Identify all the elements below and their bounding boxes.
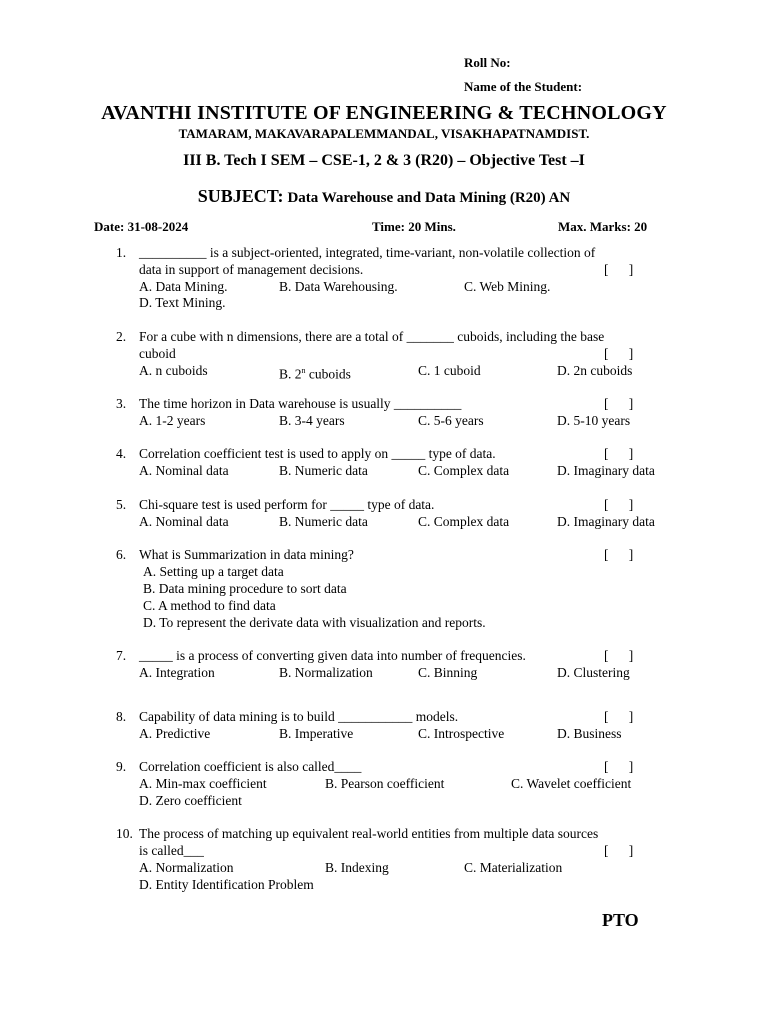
page-turn-over: PTO [602, 910, 639, 930]
answer-bracket: [ ] [604, 759, 634, 774]
question-stem: _____ is a process of converting given data into number of frequencies. [139, 648, 526, 663]
option-b-exponent: n [301, 366, 306, 375]
option-d: D. Entity Identification Problem [139, 877, 314, 892]
option-a: A. 1-2 years [139, 413, 206, 428]
option-c: C. Materialization [464, 860, 563, 875]
question-stem: What is Summarization in data mining? [139, 547, 354, 562]
question-stem: Chi-square test is used perform for _____ type of data. [139, 497, 435, 512]
answer-bracket: [ ] [604, 446, 634, 461]
question-stem: Correlation coefficient test is used to apply on _____ type of data. [139, 446, 496, 461]
option-b-base: B. 2 [279, 366, 302, 382]
answer-bracket: [ ] [604, 709, 634, 724]
institute-title: AVANTHI INSTITUTE OF ENGINEERING & TECHNOLOGY [101, 102, 667, 124]
option-d: D. Zero coefficient [139, 793, 242, 808]
question-number: 7. [116, 648, 127, 663]
option-a: A. Setting up a target data [143, 564, 284, 579]
question-stem-cont: data in support of management decisions. [139, 262, 364, 277]
option-b: B. Numeric data [279, 514, 368, 529]
answer-bracket: [ ] [604, 547, 634, 562]
option-c: C. Wavelet coefficient [511, 776, 632, 791]
question-stem: __________ is a subject-oriented, integrated, time-variant, non-volatile collection of [139, 245, 596, 260]
question-number: 3. [116, 396, 127, 411]
option-a: A. Nominal data [139, 463, 229, 478]
student-name-label: Name of the Student: [464, 79, 583, 94]
answer-bracket: [ ] [604, 262, 634, 277]
option-b: B. Indexing [325, 860, 389, 875]
option-a: A. Integration [139, 665, 215, 680]
answer-bracket: [ ] [604, 396, 634, 411]
option-c: C. Complex data [418, 514, 510, 529]
option-d: D. Business [557, 726, 622, 741]
answer-bracket: [ ] [604, 346, 634, 361]
question-number: 2. [116, 329, 127, 344]
option-d: D. 5-10 years [557, 413, 631, 428]
option-c: C. Binning [418, 665, 478, 680]
option-b: B. Imperative [279, 726, 354, 741]
question-number: 10. [116, 826, 133, 841]
option-d: D. Text Mining. [139, 295, 226, 310]
roll-no-label: Roll No: [464, 55, 511, 70]
question-number: 8. [116, 709, 127, 724]
question-number: 9. [116, 759, 127, 774]
option-c: C. 5-6 years [418, 413, 484, 428]
option-d: D. Imaginary data [557, 514, 655, 529]
option-a: A. Nominal data [139, 514, 229, 529]
question-stem-cont: cuboid [139, 346, 176, 361]
option-b: B. Data mining procedure to sort data [143, 581, 347, 596]
subject-label: SUBJECT: [197, 186, 284, 206]
question-stem: Capability of data mining is to build ___________ models. [139, 709, 459, 724]
option-a: A. Normalization [139, 860, 234, 875]
option-b [279, 363, 351, 383]
question-stem: The time horizon in Data warehouse is usually __________ [139, 396, 462, 411]
option-c: C. A method to find data [143, 598, 276, 613]
question-stem: For a cube with n dimensions, there are a total of _______ cuboids, including the base [139, 329, 605, 344]
question-number: 5. [116, 497, 127, 512]
question-number: 1. [116, 245, 127, 260]
option-d: D. To represent the derivate data with visualization and reports. [143, 615, 486, 630]
exam-title: III B. Tech I SEM – CSE-1, 2 & 3 (R20) – Objective Test –I [183, 152, 585, 169]
option-c: C. 1 cuboid [418, 363, 481, 378]
option-d: D. 2n cuboids [557, 363, 633, 378]
question-number: 6. [116, 547, 127, 562]
answer-bracket: [ ] [604, 843, 634, 858]
option-c: C. Web Mining. [464, 279, 551, 294]
option-b-tail: cuboids [305, 366, 351, 382]
option-c: C. Complex data [418, 463, 510, 478]
question-stem-cont: is called___ [139, 843, 204, 858]
answer-bracket: [ ] [604, 648, 634, 663]
subject-value: Data Warehouse and Data Mining (R20) AN [287, 190, 571, 206]
option-b: B. Numeric data [279, 463, 368, 478]
subject-line [0, 186, 768, 207]
institute-address: TAMARAM, MAKAVARAPALEMMANDAL, VISAKHAPATNAMDIST. [178, 126, 590, 141]
question-number: 4. [116, 446, 127, 461]
question-stem: Correlation coefficient is also called____ [139, 759, 362, 774]
question-stem: The process of matching up equivalent real-world entities from multiple data sources [139, 826, 599, 841]
option-b: B. Data Warehousing. [279, 279, 398, 294]
max-marks: Max. Marks: 20 [558, 219, 648, 234]
option-b: B. Normalization [279, 665, 373, 680]
option-a: A. n cuboids [139, 363, 208, 378]
option-a: A. Min-max coefficient [139, 776, 267, 791]
answer-bracket: [ ] [604, 497, 634, 512]
exam-date: Date: 31-08-2024 [94, 219, 189, 234]
option-a: A. Predictive [139, 726, 211, 741]
exam-time: Time: 20 Mins. [372, 219, 456, 234]
option-b: B. Pearson coefficient [325, 776, 445, 791]
option-d: D. Imaginary data [557, 463, 655, 478]
option-b: B. 3-4 years [279, 413, 345, 428]
option-a: A. Data Mining. [139, 279, 228, 294]
option-c: C. Introspective [418, 726, 505, 741]
option-d: D. Clustering [557, 665, 630, 680]
